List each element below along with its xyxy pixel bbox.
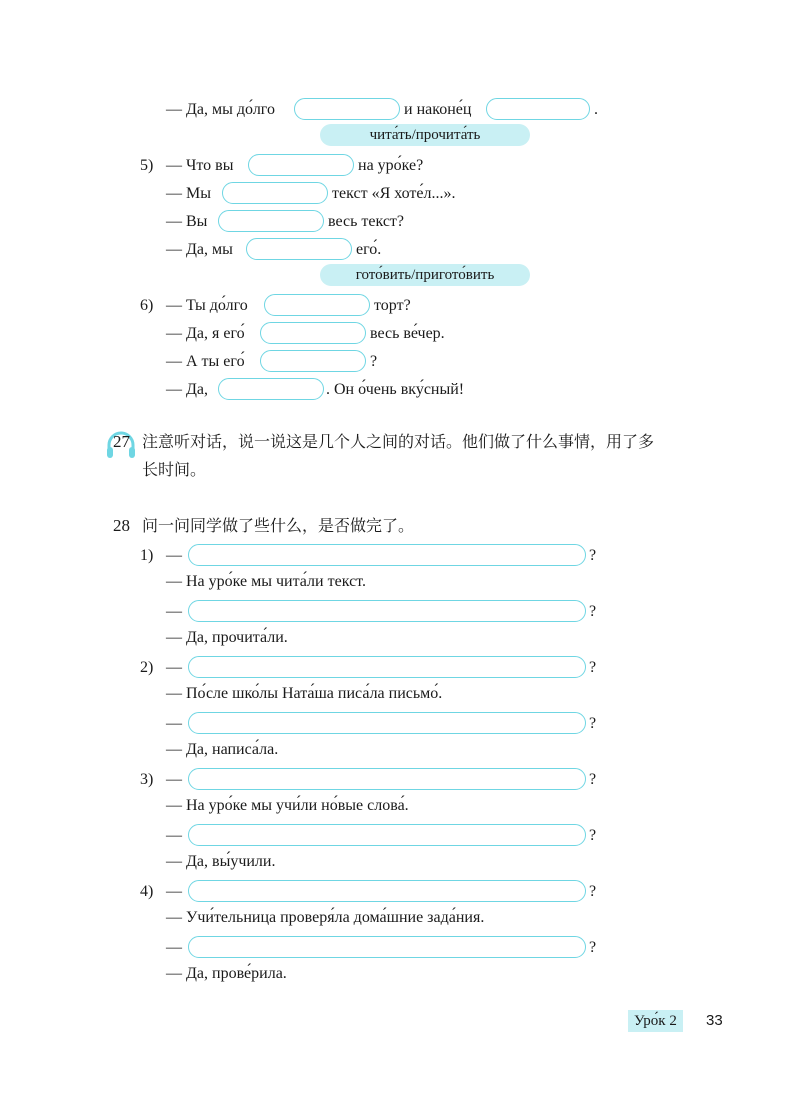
item-number: 6) <box>140 297 154 314</box>
dash: — <box>166 883 182 900</box>
question-blank[interactable] <box>188 768 586 790</box>
verb-pair-chip: гото́вить/пригото́вить <box>320 264 530 286</box>
question-blank[interactable] <box>188 712 586 734</box>
dialog-line: ? <box>370 353 378 370</box>
item-number: 2) <box>140 659 154 676</box>
answer-line: — На уро́ке мы чита́ли текст. <box>166 573 366 590</box>
dash: — <box>166 603 182 620</box>
dash: — <box>166 547 182 564</box>
item-number: 5) <box>140 157 154 174</box>
task-instruction: 长时间。 <box>142 460 207 479</box>
dialog-line: весь текст? <box>328 213 405 230</box>
dialog-line: — А ты его́ <box>166 353 245 370</box>
page-number: 33 <box>706 1012 723 1029</box>
answer-blank[interactable] <box>264 294 370 316</box>
question-blank[interactable] <box>188 600 586 622</box>
dialog-line: текст «Я хоте́л...». <box>332 185 456 202</box>
answer-blank[interactable] <box>486 98 590 120</box>
dash: — <box>166 659 182 676</box>
dialog-line: торт? <box>374 297 411 314</box>
question-blank[interactable] <box>188 936 586 958</box>
dialog-line: — Ты до́лго <box>166 297 248 314</box>
dialog-line: — Да, <box>166 381 209 398</box>
dialog-line: . <box>594 101 598 118</box>
answer-line: — Да, вы́учили. <box>166 853 276 870</box>
answer-blank[interactable] <box>260 322 366 344</box>
task-number: 28 <box>113 516 130 535</box>
dialog-line: — Вы <box>166 213 208 230</box>
task-instruction: 注意听对话，说一说这是几个人之间的对话。他们做了什么事情，用了多 <box>142 432 655 451</box>
lesson-tag: Уро́к 2 <box>628 1010 683 1032</box>
dialog-line: его́. <box>356 241 382 258</box>
dialog-line: — Да, мы <box>166 241 233 258</box>
dialog-line: весь ве́чер. <box>370 325 445 342</box>
question-blank[interactable] <box>188 544 586 566</box>
dash: — <box>166 827 182 844</box>
question-mark: ? <box>589 827 597 844</box>
dialog-line: . Он о́чень вку́сный! <box>326 381 465 398</box>
verb-pair-chip: чита́ть/прочита́ть <box>320 124 530 146</box>
answer-line: — Учи́тельница проверя́ла дома́шние зада́ния. <box>166 909 485 926</box>
item-number: 3) <box>140 771 154 788</box>
question-blank[interactable] <box>188 656 586 678</box>
question-mark: ? <box>589 939 597 956</box>
question-mark: ? <box>589 659 597 676</box>
dash: — <box>166 715 182 732</box>
question-mark: ? <box>589 883 597 900</box>
question-mark: ? <box>589 603 597 620</box>
question-mark: ? <box>589 771 597 788</box>
answer-line: — На уро́ке мы учи́ли но́вые слова́. <box>166 797 409 814</box>
dialog-line: на уро́ке? <box>358 157 424 174</box>
answer-line: — Да, прочита́ли. <box>166 629 288 646</box>
dialog-line: — Да, мы до́лго <box>166 101 275 118</box>
question-mark: ? <box>589 715 597 732</box>
item-number: 4) <box>140 883 154 900</box>
dialog-line: — Да, я его́ <box>166 325 245 342</box>
question-mark: ? <box>589 547 597 564</box>
dash: — <box>166 771 182 788</box>
answer-blank[interactable] <box>218 210 324 232</box>
answer-blank[interactable] <box>294 98 400 120</box>
answer-line: — Да, написа́ла. <box>166 741 279 758</box>
task-number: 27 <box>113 432 130 451</box>
question-blank[interactable] <box>188 880 586 902</box>
answer-blank[interactable] <box>248 154 354 176</box>
dialog-line: — Что вы <box>166 157 234 174</box>
answer-blank[interactable] <box>222 182 328 204</box>
dialog-line: и наконе́ц <box>404 101 472 118</box>
answer-line: — По́сле шко́лы Ната́ша писа́ла письмо́. <box>166 685 443 702</box>
answer-blank[interactable] <box>218 378 324 400</box>
question-blank[interactable] <box>188 824 586 846</box>
answer-blank[interactable] <box>260 350 366 372</box>
answer-line: — Да, прове́рила. <box>166 965 287 982</box>
answer-blank[interactable] <box>246 238 352 260</box>
item-number: 1) <box>140 547 154 564</box>
dialog-line: — Мы <box>166 185 211 202</box>
task-instruction: 问一问同学做了些什么，是否做完了。 <box>142 516 415 535</box>
dash: — <box>166 939 182 956</box>
